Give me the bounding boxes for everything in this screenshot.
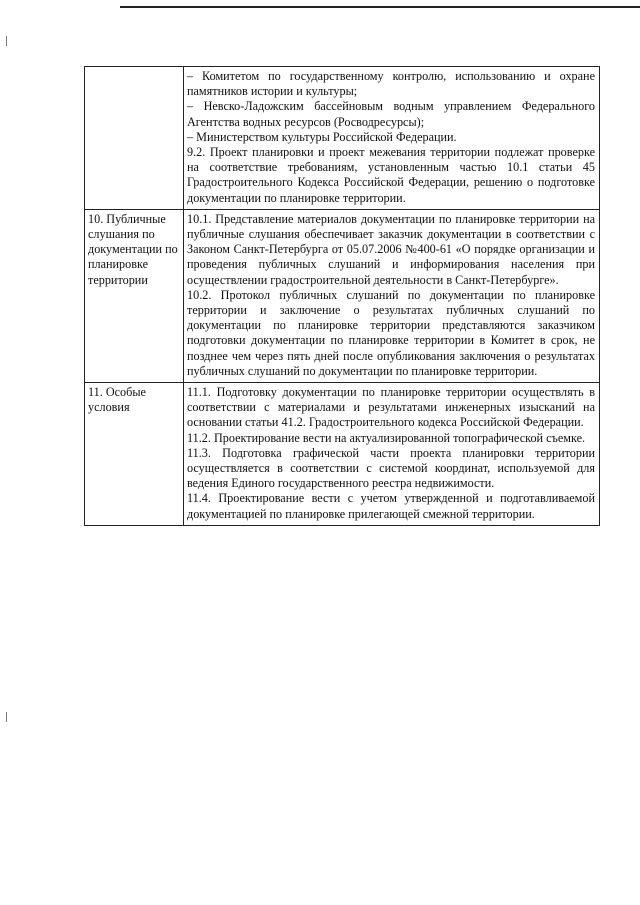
section-content-cell bbox=[184, 67, 600, 210]
section-label-cell bbox=[85, 67, 184, 210]
paragraph: – Комитетом по государственному контролю, использованию и охране памятников истории и культуры; bbox=[187, 69, 595, 99]
table-row bbox=[85, 209, 600, 382]
table-row bbox=[85, 383, 600, 526]
section-label: 10. Публичные слушания по документации по планировке территории bbox=[88, 211, 178, 287]
section-label: 11. Особые условия bbox=[88, 385, 146, 415]
paragraph: 9.2. Проект планировки и проект межевания территории подлежат проверке на соответствие требованиям, установленным частью 10.1 статьи 45 Градостроительного Кодекса Российской Федерации, решению о подготовке документации по планировке территории. bbox=[187, 145, 595, 205]
section-content-cell bbox=[184, 383, 600, 526]
paragraph: 11.2. Проектирование вести на актуализированной топографической съемке. bbox=[187, 430, 586, 445]
section-label-cell bbox=[85, 209, 184, 382]
scan-margin-mark bbox=[6, 36, 7, 46]
paragraph: – Невско-Ладожским бассейновым водным управлением Федерального Агентства водных ресурсов (Росводресурсы); bbox=[187, 99, 595, 129]
section-content-cell bbox=[184, 209, 600, 382]
scan-margin-mark bbox=[6, 712, 7, 722]
paragraph: 10.1. Представление материалов документации по планировке территории на публичные слушания обеспечивает заказчик документации в соответствии с Законом Санкт-Петербурга от 05.07.2006 №400-61 «О порядке организации и проведения публичных слушаний и информирования населения при осуществлении градостроительной деятельности в Санкт-Петербурге». bbox=[187, 211, 595, 287]
paragraph: – Министерством культуры Российской Федерации. bbox=[187, 129, 457, 144]
paragraph: 11.1. Подготовку документации по планировке территории осуществлять в соответствии с материалами и результатами инженерных изысканий на основании статьи 41.2. Градостроительного кодекса Российской Федерации. bbox=[187, 385, 595, 430]
page-top-border bbox=[120, 6, 640, 8]
table-row bbox=[85, 67, 600, 210]
paragraph: 10.2. Протокол публичных слушаний по документации по планировке территории и заключение о результатах публичных слушаний по документации по планировке территории представляются заказчиком подготовки документации по планировке территории в Комитет в срок, не позднее чем через пять дней после опубликования заключения о результатах публичных слушаний по документации по планировке территории. bbox=[187, 287, 595, 378]
paragraph: 11.3. Подготовка графической части проекта планировки территории осуществляется в соответствии с системой координат, используемой для ведения Единого государственного реестра недвижимости. bbox=[187, 445, 595, 491]
section-label-cell bbox=[85, 383, 184, 526]
requirements-table bbox=[84, 66, 600, 526]
paragraph: 11.4. Проектирование вести с учетом утвержденной и подготавливаемой документацией по планировке прилегающей смежной территории. bbox=[187, 491, 595, 521]
